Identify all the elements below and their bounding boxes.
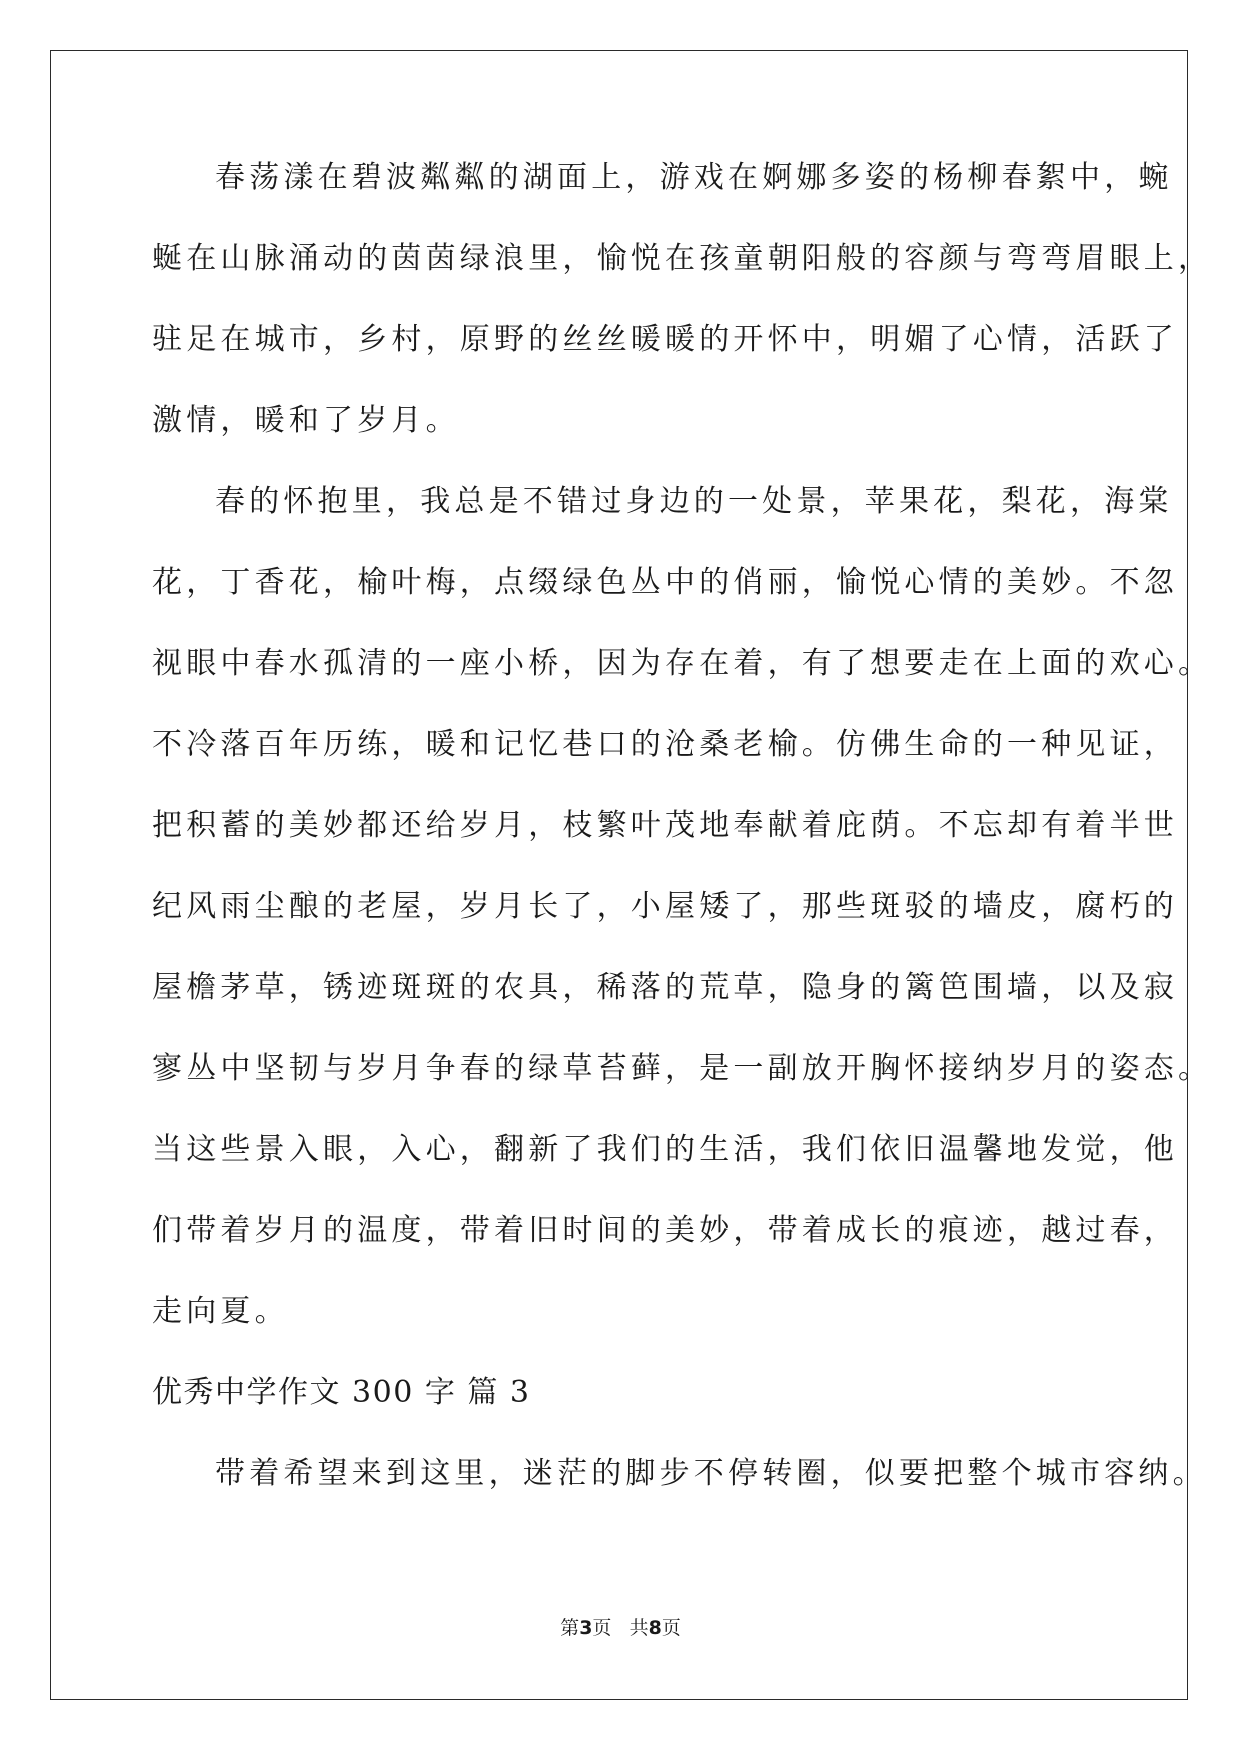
paragraph-2-line-7: 屋檐茅草，锈迹斑斑的农具，稀落的荒草，隐身的篱笆围墙，以及寂 <box>152 970 1178 1005</box>
paragraph-2-line-6: 纪风雨尘酿的老屋，岁月长了，小屋矮了，那些斑驳的墙皮，腐朽的 <box>152 889 1178 924</box>
footer-total-pages: 8 <box>648 1617 662 1639</box>
paragraph-1-line-1: 春荡漾在碧波粼粼的湖面上，游戏在婀娜多姿的杨柳春絮中，蜿 <box>215 160 1173 195</box>
footer-prefix: 第 <box>560 1617 580 1639</box>
footer-total-suffix: 页 <box>661 1617 681 1639</box>
paragraph-1-line-2: 蜒在山脉涌动的茵茵绿浪里，愉悦在孩童朝阳般的容颜与弯弯眉眼上， <box>152 241 1213 276</box>
section-heading: 优秀中学作文 300 字 篇 3 <box>152 1375 531 1410</box>
paragraph-1-line-3: 驻足在城市，乡村，原野的丝丝暖暖的开怀中，明媚了心情，活跃了 <box>152 322 1178 357</box>
page-footer <box>0 1617 1241 1639</box>
paragraph-2-line-5: 把积蓄的美妙都还给岁月，枝繁叶茂地奉献着庇荫。不忘却有着半世 <box>152 808 1178 843</box>
footer-page-suffix: 页 <box>592 1617 612 1639</box>
paragraph-2-line-9: 当这些景入眼，入心，翻新了我们的生活，我们依旧温馨地发觉，他 <box>152 1132 1178 1167</box>
paragraph-1-line-4: 激情，暖和了岁月。 <box>152 403 460 438</box>
paragraph-2-line-3: 视眼中春水孤清的一座小桥，因为存在着，有了想要走在上面的欢心。 <box>152 646 1213 681</box>
footer-page-number: 3 <box>579 1617 593 1639</box>
paragraph-2-line-1: 春的怀抱里，我总是不错过身边的一处景，苹果花，梨花，海棠 <box>215 484 1173 519</box>
footer-total-prefix: 共 <box>629 1617 649 1639</box>
paragraph-2-line-8: 寥丛中坚韧与岁月争春的绿草苔藓，是一副放开胸怀接纳岁月的姿态。 <box>152 1051 1213 1086</box>
paragraph-2-line-10: 们带着岁月的温度，带着旧时间的美妙，带着成长的痕迹，越过春， <box>152 1213 1178 1248</box>
paragraph-2-line-4: 不冷落百年历练，暖和记忆巷口的沧桑老榆。仿佛生命的一种见证， <box>152 727 1178 762</box>
paragraph-2-line-11: 走向夏。 <box>152 1294 289 1329</box>
paragraph-2-line-2: 花，丁香花，榆叶梅，点缀绿色丛中的俏丽，愉悦心情的美妙。不忽 <box>152 565 1178 600</box>
paragraph-3-line-1: 带着希望来到这里，迷茫的脚步不停转圈，似要把整个城市容纳。 <box>215 1456 1207 1491</box>
document-body <box>152 160 1213 1540</box>
